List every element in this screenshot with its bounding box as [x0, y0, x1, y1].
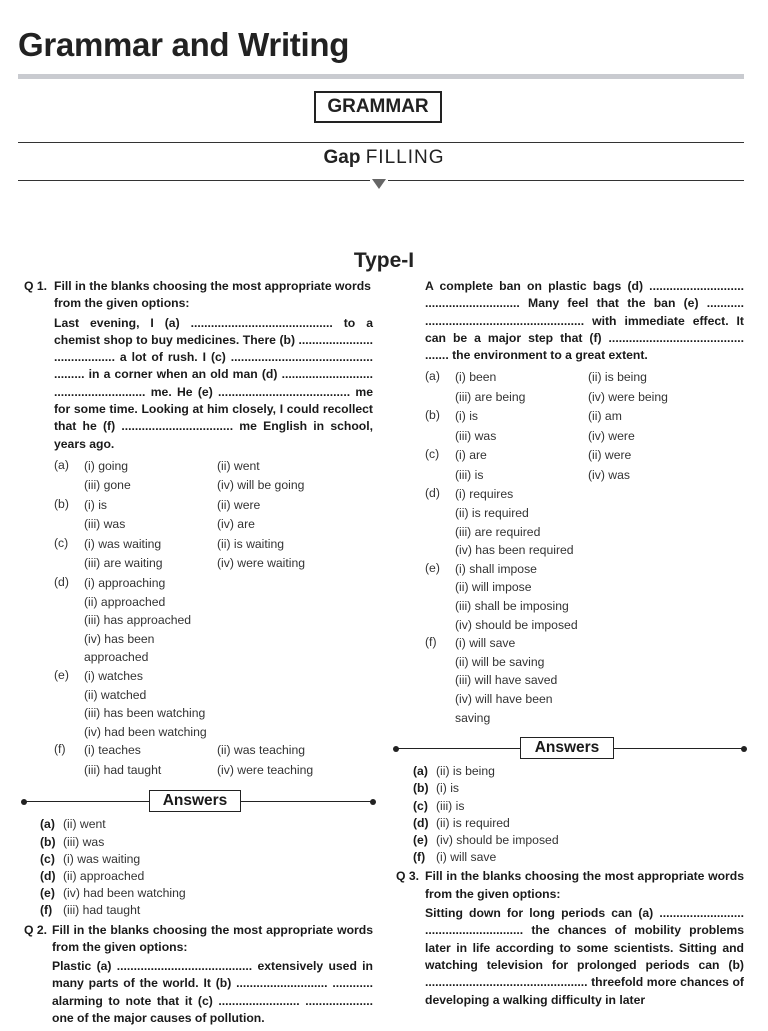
option-row: [84, 496, 373, 516]
option-group: [425, 407, 744, 446]
option-group-body: [84, 741, 373, 780]
answer-text: (ii) approached: [63, 868, 145, 883]
question-3-body: [396, 905, 744, 1009]
option-choice: (i) are: [455, 448, 487, 463]
option-row: [455, 634, 744, 653]
option-group-body: [84, 535, 373, 574]
answer-letter: (a): [40, 817, 55, 832]
option-choice: (iv) will be going: [217, 478, 305, 493]
answer-item: [40, 834, 373, 851]
question-number: Q 3.: [396, 869, 420, 884]
option-group: [54, 535, 373, 574]
option-choice: (i) will save: [455, 636, 516, 651]
answer-item: [413, 798, 744, 815]
option-row: [84, 686, 373, 705]
option-group: [54, 457, 373, 496]
option-choice: (i) been: [455, 370, 497, 385]
question-1: [24, 278, 373, 780]
option-row: [84, 741, 373, 761]
option-group: [54, 667, 373, 741]
option-choice: (i) teaches: [84, 743, 141, 758]
option-choice: (ii) was teaching: [217, 743, 306, 758]
option-group-label: (f): [425, 635, 437, 650]
option-choice: (i) shall impose: [455, 561, 537, 576]
option-group-body: [84, 457, 373, 496]
option-group-label: (f): [54, 742, 66, 757]
option-choice: (i) is: [84, 497, 108, 512]
options-list: [54, 457, 373, 780]
option-group-label: (d): [425, 486, 440, 501]
option-group: [425, 368, 744, 407]
page-title: Grammar and Writing: [18, 26, 350, 63]
option-group-body: [455, 560, 744, 634]
option-row: [455, 560, 744, 579]
divider-bottom-right: [388, 180, 744, 181]
option-choice: (ii) were: [588, 448, 632, 463]
option-choice: (iii) has approached: [84, 613, 192, 628]
title-rule: [18, 74, 744, 79]
option-group: [425, 485, 744, 559]
option-group-label: (c): [54, 535, 69, 550]
option-choice: (iv) were: [588, 428, 635, 443]
option-choice: (iii) are waiting: [84, 556, 163, 571]
option-row: [455, 466, 744, 486]
option-choice: (iv) are: [217, 517, 255, 532]
option-group: [54, 574, 373, 667]
question-passage: Last evening, I (a) .......................................... to a chemist shop to buy medicines. There (b) ...................... .................. a lot of rush. I (c) .......................................... ......... in a corner when an old man (d) ........................... ........................... me. He (e) ....................................... me for some time. Looking at him closely, I could recollect that he (f) ................................. me English in school, years ago.: [54, 315, 373, 451]
rule-dot: [741, 746, 747, 752]
option-choice: (iii) was: [84, 517, 126, 532]
option-row: [455, 690, 744, 727]
answer-letter: (e): [40, 886, 55, 901]
answer-letter: (a): [413, 764, 428, 779]
option-choice: (iii) has been watching: [84, 706, 206, 721]
answer-item: [413, 832, 744, 849]
question-number: Q 1.: [24, 279, 48, 293]
option-choice: (i) requires: [455, 487, 514, 502]
divider-top: [18, 142, 744, 143]
answer-letter: (d): [40, 868, 56, 883]
answers-label: Answers: [520, 737, 614, 759]
option-choice: (iii) are required: [455, 524, 541, 539]
answer-text: (iii) had taught: [63, 903, 141, 918]
option-row: [84, 593, 373, 612]
question-1-header: [24, 278, 373, 313]
option-choice: (iii) gone: [84, 478, 131, 493]
option-group-body: [84, 574, 373, 667]
option-row: [84, 554, 373, 574]
answer-item: [40, 851, 373, 868]
answer-letter: (f): [413, 850, 426, 865]
option-choice: (ii) is being: [588, 370, 647, 385]
option-choice: (ii) is required: [455, 506, 529, 521]
option-row: [84, 457, 373, 477]
rule-dot: [21, 799, 27, 805]
option-choice: (ii) will impose: [455, 580, 532, 595]
option-row: [455, 597, 744, 616]
option-row: [455, 541, 744, 560]
triangle-down-icon: [372, 179, 386, 189]
option-group-body: [455, 485, 744, 559]
option-choice: (iv) was: [588, 467, 630, 482]
answer-text: (iv) should be imposed: [436, 833, 559, 848]
option-row: [455, 485, 744, 504]
option-choice: (iv) has been required: [455, 543, 574, 558]
option-choice: (iii) will have saved: [455, 673, 558, 688]
option-choice: (iv) should be imposed: [455, 617, 578, 632]
answer-letter: (f): [40, 903, 53, 918]
option-row: [455, 407, 744, 427]
option-choice: (iv) has been approached: [84, 631, 155, 665]
option-choice: (iii) is: [455, 467, 484, 482]
option-group: [54, 496, 373, 535]
option-group-label: (b): [425, 408, 440, 423]
option-choice: (i) is: [455, 409, 479, 424]
option-row: [84, 476, 373, 496]
option-choice: (iii) had taught: [84, 762, 162, 777]
option-row: [84, 667, 373, 686]
option-choice: (i) watches: [84, 668, 143, 683]
question-3-header: [396, 868, 744, 903]
answer-item: [40, 816, 373, 833]
answer-item: [413, 763, 744, 780]
option-choice: (ii) were: [217, 497, 261, 512]
option-choice: (ii) is waiting: [217, 536, 285, 551]
question-prompt: Fill in the blanks choosing the most appropriate words from the given options:: [54, 279, 371, 311]
option-group: [425, 634, 744, 727]
option-group-body: [455, 446, 744, 485]
option-row: [455, 578, 744, 597]
answer-text: (iv) had been watching: [63, 886, 186, 901]
option-choice: (iv) were teaching: [217, 762, 314, 777]
option-group-label: (e): [54, 667, 69, 682]
option-choice: (ii) approached: [84, 594, 166, 609]
option-group-label: (c): [425, 447, 440, 462]
option-group-body: [455, 634, 744, 727]
option-choice: (ii) will be saving: [455, 654, 545, 669]
option-choice: (iv) will have been saving: [455, 692, 553, 725]
rule-dot: [393, 746, 399, 752]
option-row: [84, 704, 373, 723]
option-row: [455, 523, 744, 542]
option-choice: (i) approaching: [84, 575, 166, 590]
option-row: [455, 427, 744, 447]
option-group: [425, 446, 744, 485]
answer-item: [40, 902, 373, 919]
rule-dot: [370, 799, 376, 805]
answers-label: Answers: [149, 790, 241, 812]
option-row: [455, 446, 744, 466]
option-row: [84, 611, 373, 630]
answer-letter: (c): [413, 798, 428, 813]
question-2: [24, 922, 373, 1028]
answers-list: [396, 763, 744, 866]
question-3: [396, 868, 744, 1008]
option-group-label: (a): [54, 457, 69, 472]
answer-item: [40, 885, 373, 902]
answer-item: [413, 815, 744, 832]
option-choice: (iv) had been watching: [84, 724, 207, 739]
answer-text: (ii) is required: [436, 815, 510, 830]
option-row: [455, 671, 744, 690]
option-choice: (i) going: [84, 458, 129, 473]
option-row: [455, 653, 744, 672]
answer-letter: (d): [413, 815, 429, 830]
answer-letter: (c): [40, 851, 55, 866]
option-choice: (iii) was: [455, 428, 497, 443]
option-row: [455, 504, 744, 523]
section-heading: GRAMMAR: [314, 91, 442, 123]
answer-letter: (e): [413, 833, 428, 848]
option-group-label: (d): [54, 574, 69, 589]
question-number: Q 2.: [24, 922, 48, 937]
option-group-label: (e): [425, 560, 440, 575]
option-choice: (ii) am: [588, 409, 622, 424]
answer-letter: (b): [413, 781, 429, 796]
answer-text: (ii) went: [63, 817, 106, 832]
option-choice: (iii) are being: [455, 389, 526, 404]
answer-item: [40, 868, 373, 885]
answer-text: (ii) is being: [436, 764, 495, 779]
option-group-body: [455, 368, 744, 407]
option-row: [84, 761, 373, 781]
option-choice: (i) was waiting: [84, 536, 162, 551]
answers-divider: [24, 790, 373, 812]
option-group-body: [84, 667, 373, 741]
options-list: [425, 368, 744, 727]
option-row: [455, 616, 744, 635]
option-choice: (ii) watched: [84, 687, 147, 702]
answer-text: (iii) was: [63, 834, 105, 849]
answer-item: [413, 849, 744, 866]
option-choice: (ii) went: [217, 458, 260, 473]
question-prompt: Fill in the blanks choosing the most appropriate words from the given options:: [425, 869, 744, 901]
left-column: [24, 278, 373, 1031]
topic-heading-rest: FILLING: [365, 147, 445, 168]
answer-text: (i) was waiting: [63, 851, 141, 866]
option-choice: (iii) shall be imposing: [455, 599, 569, 614]
option-row: [455, 368, 744, 388]
option-choice: (iv) were waiting: [217, 556, 306, 571]
option-row: [84, 535, 373, 555]
option-row: [84, 515, 373, 535]
question-prompt: Fill in the blanks choosing the most appropriate words from the given options:: [52, 922, 373, 954]
option-group-label: (a): [425, 369, 440, 384]
answers-list: [24, 816, 373, 919]
answer-text: (iii) is: [436, 798, 465, 813]
answer-text: (i) is: [436, 781, 460, 796]
question-2-header: [24, 922, 373, 957]
answer-letter: (b): [40, 834, 56, 849]
type-heading: Type-I: [353, 249, 415, 272]
option-row: [84, 723, 373, 742]
divider-bottom-left: [18, 180, 370, 181]
option-choice: (iv) were being: [588, 389, 668, 404]
option-group-label: (b): [54, 496, 69, 511]
question-passage: A complete ban on plastic bags (d) ............................ ............................ Many feel that the ban (e) ........... ............................................... with immediate effect. It can be a major step that (f) ........................................ ....... the environment to a great extent.: [425, 279, 744, 363]
answer-text: (i) will save: [436, 850, 497, 865]
question-1-body: [24, 315, 373, 781]
question-passage: Plastic (a) ........................................ extensively used in many parts of the world. It (b) ........................... ............ alarming to note that it (c) ........................ .................... one of the major causes of pollution.: [52, 959, 373, 1026]
topic-heading-bold: Gap: [323, 147, 361, 168]
option-group: [54, 741, 373, 780]
right-column: [396, 278, 744, 1013]
option-row: [455, 388, 744, 408]
answers-divider: [396, 737, 744, 759]
option-group-body: [455, 407, 744, 446]
option-group: [425, 560, 744, 634]
question-2-body: [24, 958, 373, 1027]
question-passage: Sitting down for long periods can (a) ......................... ............................. the chances of mobility problems later in life according to some scientists. Sitting and watching television for prolonged periods can (b) ................................................ threefold more chances of developing a walking difficulty in later: [425, 906, 744, 1007]
option-group-body: [84, 496, 373, 535]
answer-item: [413, 780, 744, 797]
option-row: [84, 630, 373, 667]
option-row: [84, 574, 373, 593]
question-2-continued: [396, 278, 744, 727]
topic-heading: [0, 147, 768, 169]
